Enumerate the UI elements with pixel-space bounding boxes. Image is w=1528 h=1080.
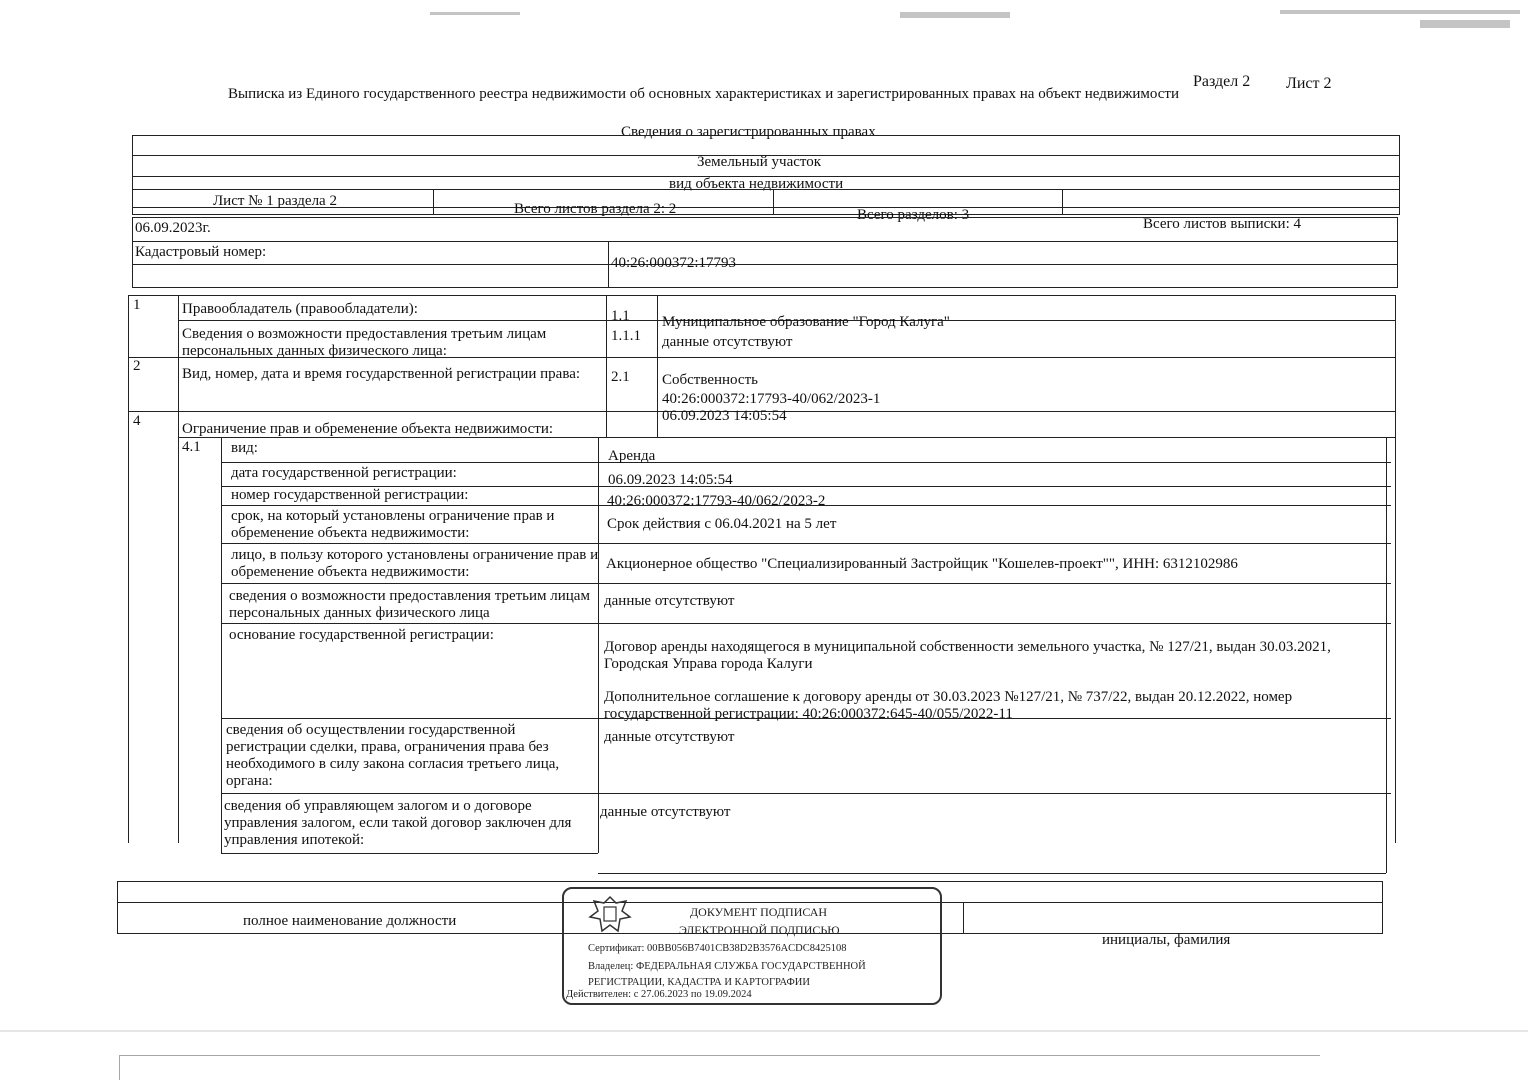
- encumbrance-term-value: Срок действия с 06.04.2021 на 5 лет: [607, 516, 837, 532]
- row-4-1-number: 4.1: [182, 439, 201, 455]
- row-2-number: 2: [133, 358, 141, 374]
- document-title: Выписка из Единого государственного реестра недвижимости об основных характеристиках и зарегистрированных правах на объект недвижимости: [228, 86, 1180, 102]
- row-1-label: Правообладатель (правообладатели):: [182, 301, 418, 317]
- encumbrance-pledge-value: данные отсутствуют: [600, 804, 731, 820]
- row-2-label: Вид, номер, дата и время государственной регистрации права:: [182, 366, 581, 382]
- encumbrance-beneficiary-label: лицо, в пользу которого установлены ограничение прав и обременение объекта недвижимости:: [231, 547, 599, 580]
- extract-date: 06.09.2023г.: [135, 220, 211, 236]
- electronic-signature-stamp: [562, 887, 942, 1005]
- encumbrance-basis-value-2: Дополнительное соглашение к договору аренды от 30.03.2023 №127/21, № 737/22, выдан 20.12.2022, номер государственной регистрации: 40:26:000372:645-40/055/2022-11: [604, 689, 1293, 722]
- stamp-owner-2: РЕГИСТРАЦИИ, КАДАСТРА И КАРТОГРАФИИ: [588, 977, 810, 988]
- encumbrance-beneficiary-value: Акционерное общество "Специализированный Застройщик "Кошелев-проект"", ИНН: 6312102986: [606, 556, 1238, 572]
- section-sheets-total: Всего листов раздела 2: 2: [514, 201, 677, 217]
- encumbrance-reg-date-label: дата государственной регистрации:: [231, 465, 457, 481]
- document-subtitle: Сведения о зарегистрированных правах: [621, 124, 876, 140]
- right-holder: Муниципальное образование "Город Калуга": [662, 314, 950, 330]
- encumbrance-consent-label: сведения об осуществлении государственной регистрации сделки, права, ограничения права без необходимого в силу закона согласия третьего лица, органа:: [226, 722, 560, 789]
- stamp-certificate: Сертификат: 00BB056B7401CB38D2B3576ACDC8425108: [588, 943, 847, 954]
- row-1-number: 1: [133, 297, 141, 313]
- encumbrance-basis-label: основание государственной регистрации:: [229, 627, 494, 643]
- encumbrance-reg-number-label: номер государственной регистрации:: [231, 487, 469, 503]
- sections-total: Всего разделов: 3: [857, 207, 970, 223]
- extract-sheets-total: Всего листов выписки: 4: [1143, 216, 1301, 232]
- encumbrance-consent-value: данные отсутствуют: [604, 729, 735, 745]
- encumbrance-term-label: срок, на который установлены ограничение прав и обременение объекта недвижимости:: [231, 508, 555, 541]
- position-label: полное наименование должности: [243, 913, 457, 929]
- scan-artifact: [900, 12, 1010, 18]
- encumbrance-type-value: Аренда: [608, 448, 656, 464]
- scan-artifact: [1420, 20, 1510, 28]
- stamp-line-1: ДОКУМЕНТ ПОДПИСАН: [690, 905, 828, 919]
- encumbrance-pd-label: сведения о возможности предоставления третьим лицам персональных данных физического лица: [229, 588, 590, 621]
- scan-artifact: [430, 12, 520, 15]
- object-kind-label: вид объекта недвижимости: [669, 176, 844, 192]
- row-1-code: 1.1: [611, 308, 630, 324]
- cadastral-table: [132, 217, 1398, 288]
- object-kind: Земельный участок: [697, 154, 822, 170]
- right-type: Собственность: [662, 372, 758, 388]
- encumbrance-reg-date-value: 06.09.2023 14:05:54: [608, 472, 733, 488]
- encumbrance-reg-number-value: 40:26:000372:17793-40/062/2023-2: [607, 493, 826, 509]
- stamp-line-2: ЭЛЕКТРОННОЙ ПОДПИСЬЮ: [679, 923, 840, 937]
- row-1-1-1-value: данные отсутствуют: [662, 334, 793, 350]
- initials-label: инициалы, фамилия: [1102, 932, 1231, 948]
- encumbrance-type-label: вид:: [231, 440, 258, 456]
- encumbrance-basis-value: Договор аренды находящегося в муниципальной собственности земельного участка, № 127/21, выдан 30.03.2021, Городская Управа города Калуги: [604, 639, 1331, 672]
- stamp-validity: Действителен: с 27.06.2023 по 19.09.2024: [566, 989, 752, 1000]
- sheet-number: Лист 2: [1286, 75, 1332, 92]
- scan-artifact: [0, 1030, 1528, 1032]
- encumbrance-pd-value: данные отсутствуют: [604, 593, 735, 609]
- section-number: Раздел 2: [1193, 73, 1251, 90]
- encumbrance-pledge-label: сведения об управляющем залогом и о договоре управления залогом, если такой договор заключен для управления ипотекой:: [224, 798, 572, 848]
- cadastral-label: Кадастровый номер:: [135, 244, 267, 260]
- right-reg-datetime: 06.09.2023 14:05:54: [662, 408, 787, 424]
- cadastral-number: 40:26:000372:17793: [611, 255, 737, 271]
- row-2-code: 2.1: [611, 369, 630, 385]
- stamp-owner-1: Владелец: ФЕДЕРАЛЬНАЯ СЛУЖБА ГОСУДАРСТВЕННОЙ: [588, 961, 866, 972]
- row-1-1-1-code: 1.1.1: [611, 328, 641, 344]
- emblem-icon: [586, 893, 634, 937]
- row-1-1-1-label: Сведения о возможности предоставления третьим лицам персональных данных физического лица:: [182, 326, 547, 359]
- sheet-number-label: Лист № 1 раздела 2: [213, 193, 337, 209]
- row-4-number: 4: [133, 413, 141, 429]
- scan-artifact: [1280, 10, 1520, 14]
- right-reg-number: 40:26:000372:17793-40/062/2023-1: [662, 391, 881, 407]
- row-4-label: Ограничение прав и обременение объекта недвижимости:: [182, 421, 554, 437]
